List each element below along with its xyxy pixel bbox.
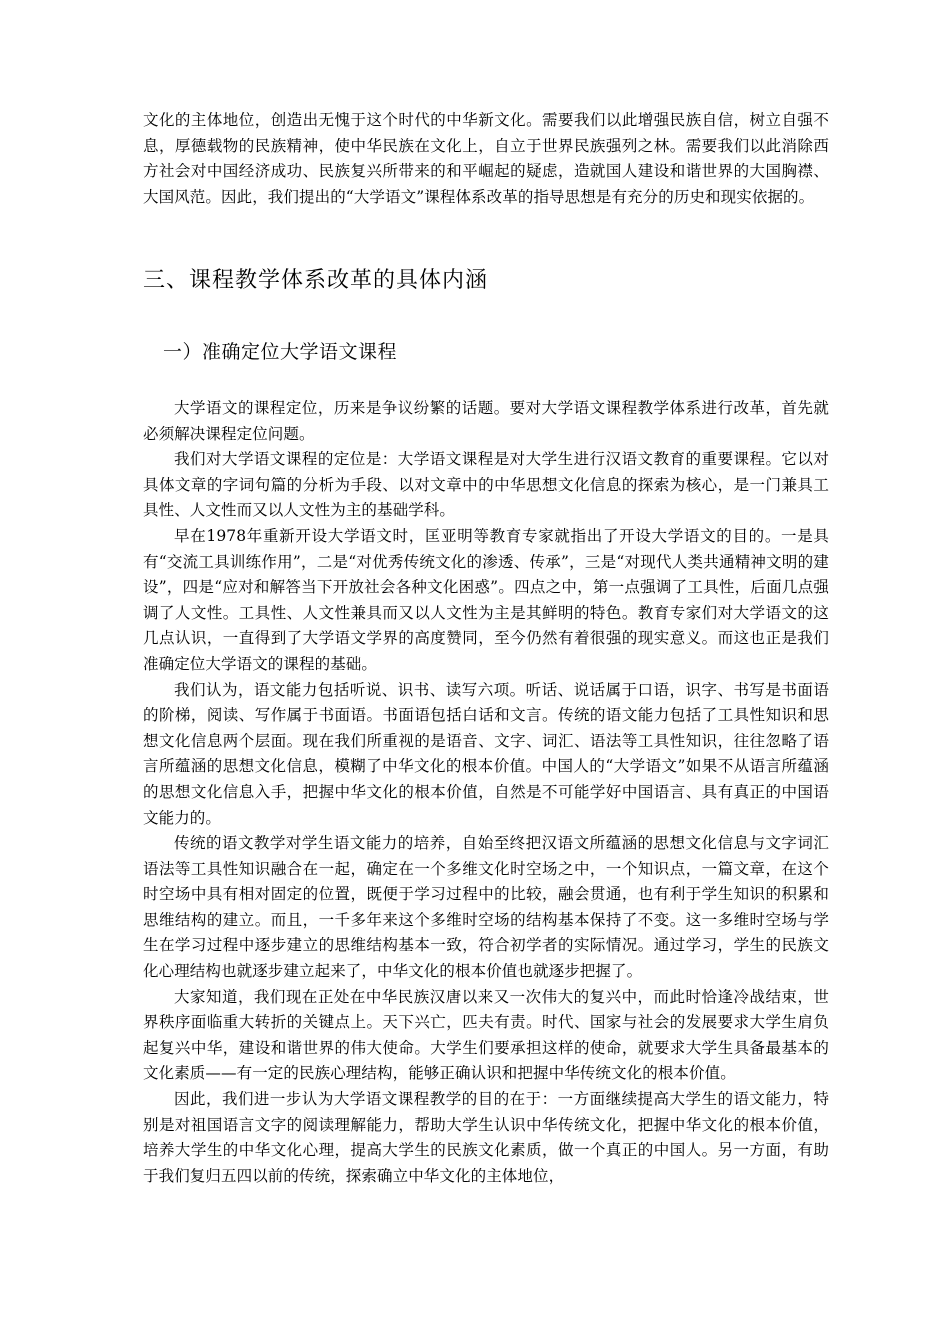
paragraph: 我们对大学语文课程的定位是：大学语文课程是对大学生进行汉语文教育的重要课程。它以对具体文章的字词句篇的分析为手段、以对文章中的中华思想文化信息的探索为核心，是一门兼具工具性、人文性而又以人文性为主的基础学科。	[143, 450, 829, 520]
page-content	[143, 108, 829, 1185]
paragraph: 我们认为，语文能力包括听说、识书、读写六项。听话、说话属于口语，识字、书写是书面语的阶梯，阅读、写作属于书面语。书面语包括白话和文言。传统的语文能力包括了工具性知识和思想文化信息两个层面。现在我们所重视的是语音、文字、词汇、语法等工具性知识，往往忽略了语言所蕴涵的思想文化信息，模糊了中华文化的根本价值。中国人的“大学语文”如果不从语言所蕴涵的思想文化信息入手，把握中华文化的根本价值，自然是不可能学好中国语言、具有真正的中国语文能力的。	[143, 680, 829, 827]
subsection-heading: 一）准确定位大学语文课程	[163, 341, 398, 363]
paragraph: 早在1978年重新开设大学语文时，匡亚明等教育专家就指出了开设大学语文的目的。一是具有“交流工具训练作用”，二是“对优秀传统文化的渗透、传承”，三是“对现代人类共通精神文明的建设”，四是“应对和解答当下开放社会各种文化困惑”。四点之中，第一点强调了工具性，后面几点强调了人文性。工具性、人文性兼具而又以人文性为主是其鲜明的特色。教育专家们对大学语文的这几点认识，一直得到了大学语文学界的高度赞同，至今仍然有着很强的现实意义。而这也正是我们准确定位大学语文的课程的基础。	[143, 526, 829, 673]
paragraph: 因此，我们进一步认为大学语文课程教学的目的在于：一方面继续提高大学生的语文能力，特别是对祖国语言文字的阅读理解能力，帮助大学生认识中华传统文化，把握中华文化的根本价值，培养大学生的中华文化心理，提高大学生的民族文化素质，做一个真正的中国人。另一方面，有助于我们复归五四以前的传统，探索确立中华文化的主体地位，	[143, 1090, 829, 1185]
section-heading: 三、课程教学体系改革的具体内涵	[143, 268, 489, 293]
paragraph: 大家知道，我们现在正处在中华民族汉唐以来又一次伟大的复兴中，而此时恰逢冷战结束，世界秩序面临重大转折的关键点上。天下兴亡，匹夫有责。时代、国家与社会的发展要求大学生肩负起复兴中华，建设和谐世界的伟大使命。大学生们要承担这样的使命，就要求大学生具备最基本的文化素质——有一定的民族心理结构，能够正确认识和把握中华传统文化的根本价值。	[143, 987, 829, 1083]
intro-paragraph: 文化的主体地位，创造出无愧于这个时代的中华新文化。需要我们以此增强民族自信，树立自强不息，厚德载物的民族精神，使中华民族在文化上，自立于世界民族强列之林。需要我们以此消除西方社会对中国经济成功、民族复兴所带来的和平崛起的疑虑，造就国人建设和谐世界的大国胸襟、大国风范。因此，我们提出的“大学语文”课程体系改革的指导思想是有充分的历史和现实依据的。	[143, 111, 829, 206]
paragraph: 传统的语文教学对学生语文能力的培养，自始至终把汉语文所蕴涵的思想文化信息与文字词汇语法等工具性知识融合在一起，确定在一个多维文化时空场之中，一个知识点，一篇文章，在这个时空场中具有相对固定的位置，既便于学习过程中的比较，融会贯通，也有利于学生知识的积累和思维结构的建立。而且，一千多年来这个多维时空场的结构基本保持了不变。这一多维时空场与学生在学习过程中逐步建立的思维结构基本一致，符合初学者的实际情况。通过学习，学生的民族文化心理结构也就逐步建立起来了，中华文化的根本价值也就逐步把握了。	[143, 834, 829, 981]
paragraph: 大学语文的课程定位，历来是争议纷繁的话题。要对大学语文课程教学体系进行改革，首先就必须解决课程定位问题。	[143, 399, 829, 443]
body-paragraphs	[143, 396, 829, 1189]
